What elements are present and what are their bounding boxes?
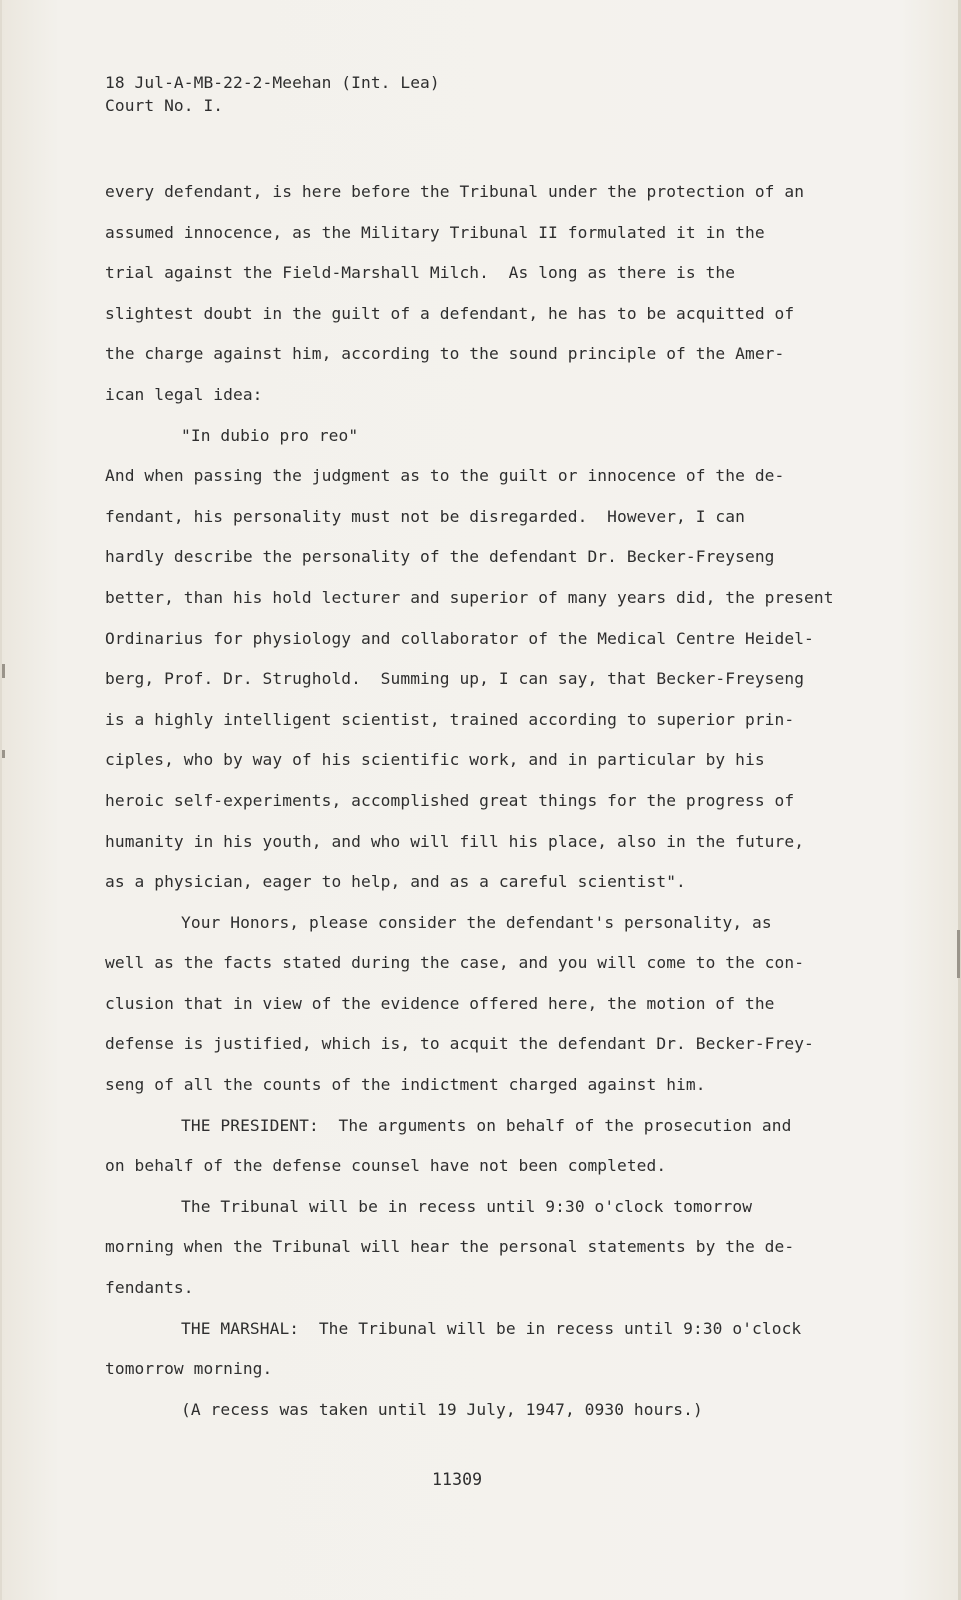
text-line: Ordinarius for physiology and collaborator of the Medical Centre Heidel- [105,628,814,648]
paper-edge-mark [957,930,960,978]
text-line: assumed innocence, as the Military Tribunal II formulated it in the [105,222,765,242]
text-line: well as the facts stated during the case, and you will come to the con- [105,953,805,973]
transcript-body [105,172,865,1430]
text-line: slightest doubt in the guilt of a defendant, he has to be acquitted of [105,303,795,323]
latin-quote: "In dubio pro reo" [181,425,359,445]
text-line: And when passing the judgment as to the guilt or innocence of the de- [105,466,785,486]
text-line: seng of all the counts of the indictment charged against him. [105,1075,706,1095]
text-line: Your Honors, please consider the defendant's personality, as [181,912,772,932]
text-line: ciples, who by way of his scientific work, and in particular by his [105,750,765,770]
text-line: the charge against him, according to the sound principle of the Amer- [105,344,785,364]
text-line: The Tribunal will be in recess until 9:30 o'clock tomorrow [181,1196,753,1216]
text-line: berg, Prof. Dr. Strughold. Summing up, I can say, that Becker-Freyseng [105,669,805,689]
paper-edge-mark [2,750,5,758]
text-line: morning when the Tribunal will hear the personal statements by the de- [105,1237,795,1257]
text-line: every defendant, is here before the Tribunal under the protection of an [105,182,805,201]
text-line: trial against the Field-Marshall Milch. As long as there is the [105,263,736,283]
text-line: tomorrow morning. [105,1359,273,1379]
marshal-statement: THE MARSHAL: The Tribunal will be in recess until 9:30 o'clock [181,1318,802,1338]
transcript-reference: 18 Jul-A-MB-22-2-Meehan (Int. Lea) [105,73,440,92]
text-line: is a highly intelligent scientist, trained according to superior prin- [105,709,795,729]
text-line: fendants. [105,1278,194,1298]
page-number: 11309 [432,1470,483,1489]
president-statement: THE PRESIDENT: The arguments on behalf of the prosecution and [181,1115,792,1135]
text-line: on behalf of the defense counsel have not been completed. [105,1156,667,1176]
text-line: fendant, his personality must not be disregarded. However, I can [105,506,745,526]
paper-edge-mark [2,664,5,678]
text-line: hardly describe the personality of the defendant Dr. Becker-Freyseng [105,547,775,567]
text-line: humanity in his youth, and who will fill his place, also in the future, [105,831,805,851]
text-line: ican legal idea: [105,384,263,404]
document-header [105,71,440,117]
court-number: Court No. I. [105,96,224,115]
text-line: better, than his hold lecturer and superior of many years did, the present [105,587,834,607]
text-line: clusion that in view of the evidence offered here, the motion of the [105,993,775,1013]
recess-note: (A recess was taken until 19 July, 1947, 0930 hours.) [181,1399,703,1419]
text-line: heroic self-experiments, accomplished great things for the progress of [105,790,795,810]
text-line: as a physician, eager to help, and as a careful scientist". [105,872,686,892]
text-line: defense is justified, which is, to acquit the defendant Dr. Becker-Frey- [105,1034,814,1054]
